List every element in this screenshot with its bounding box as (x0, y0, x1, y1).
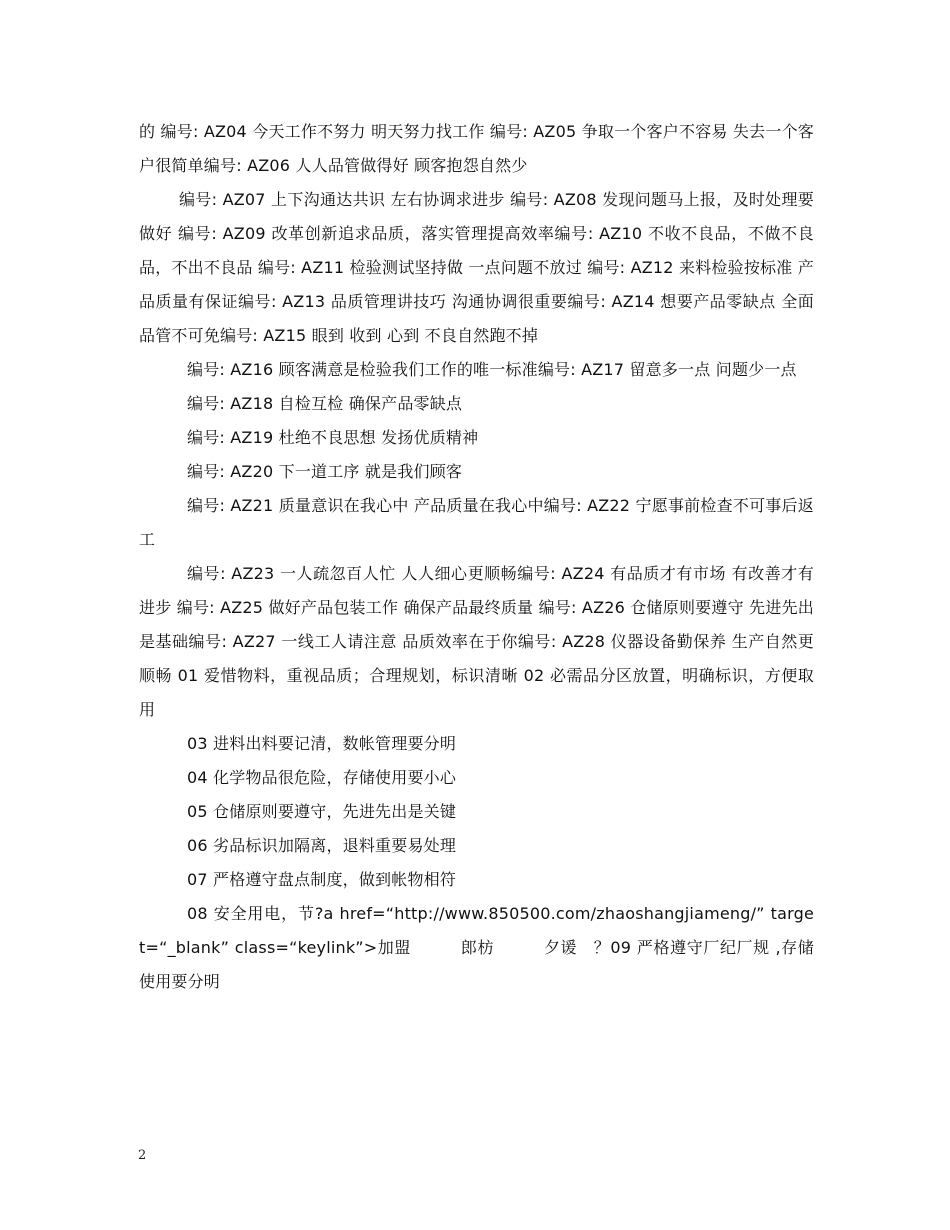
paragraph-12: 06 劣品标识加隔离，退料重要易处理 (187, 836, 457, 855)
paragraph-2: 编号: AZ07 上下沟通达共识 左右协调求进步 编号: AZ08 发现问题马上报，及时处理要做好 编号: AZ09 改革创新追求品质，落实管理提高效率编号: AZ10 不收不良品，不做不良品，不出不良品 编号: AZ11 检验测试坚持做 一点问题不放过 编号: AZ12 来料检验按标准 产品质量有保证编号: AZ13 品质管理讲技巧 沟通协调很重要编号: AZ14 想要产品零缺点 全面品管不可免编号: AZ15 眼到 收到 心到 不良自然跑不掉 (139, 190, 814, 345)
paragraph-4: 编号: AZ18 自检互检 确保产品零缺点 (187, 394, 463, 413)
page-number: 2 (138, 1148, 147, 1163)
paragraph-13: 07 严格遵守盘点制度，做到帐物相符 (187, 870, 457, 889)
paragraph-3: 编号: AZ16 顾客满意是检验我们工作的唯一标准编号: AZ17 留意多一点 问题少一点 (187, 360, 797, 379)
paragraph-6: 编号: AZ20 下一道工序 就是我们顾客 (187, 462, 463, 481)
paragraph-1: 的 编号: AZ04 今天工作不努力 明天努力找工作 编号: AZ05 争取一个客户不容易 失去一个客户很简单编号: AZ06 人人品管做得好 顾客抱怨自然少 (139, 122, 814, 175)
paragraph-9: 03 进料出料要记清，数帐管理要分明 (187, 734, 457, 753)
paragraph-8: 编号: AZ23 一人疏忽百人忙 人人细心更顺畅编号: AZ24 有品质才有市场 有改善才有进步 编号: AZ25 做好产品包装工作 确保产品最终质量 编号: AZ26 仓储原则要遵守 先进先出是基础编号: AZ27 一线工人请注意 品质效率在于你编号: AZ28 仪器设备勤保养 生产自然更顺畅 01 爱惜物料，重视品质；合理规划，标识清晰 02 必需品分区放置，明确标识，方便取用 (139, 564, 814, 719)
paragraph-14: 08 安全用电，节?a href=“http://www.850500.com/zhaoshangjiameng/” target=“_blank” class=“keylink”>加盟 郎枋 夕谖 ？09 严格遵守厂纪厂规 ,存储使用要分明 (139, 904, 814, 991)
paragraph-10: 04 化学物品很危险，存储使用要小心 (187, 768, 457, 787)
paragraph-11: 05 仓储原则要遵守，先进先出是关键 (187, 802, 457, 821)
paragraph-7: 编号: AZ21 质量意识在我心中 产品质量在我心中编号: AZ22 宁愿事前检查不可事后返工 (139, 496, 814, 549)
paragraph-5: 编号: AZ19 杜绝不良思想 发扬优质精神 (187, 428, 479, 447)
document-body (139, 115, 814, 999)
